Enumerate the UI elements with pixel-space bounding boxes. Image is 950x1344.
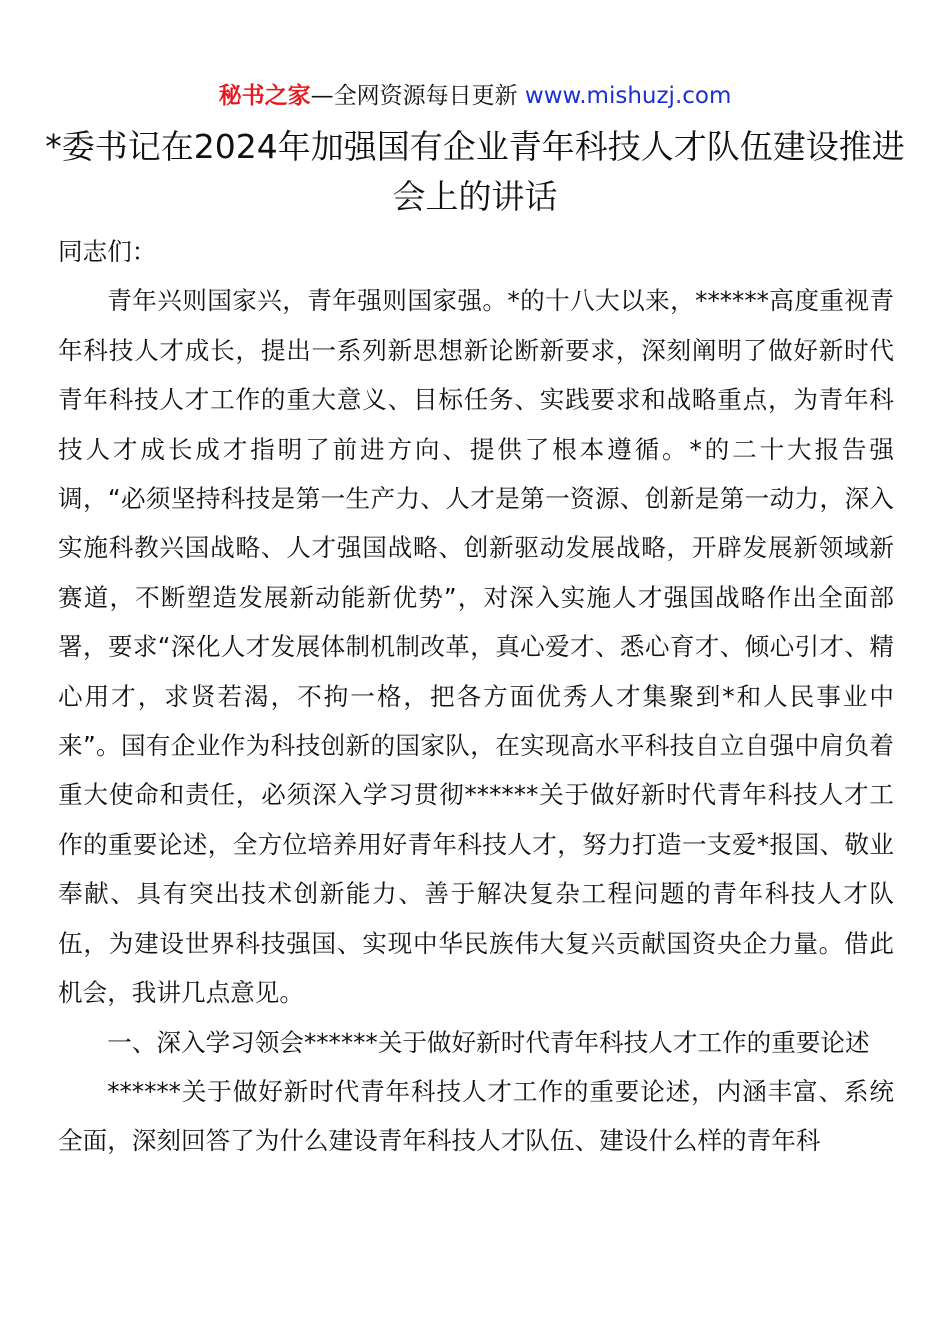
section-heading: 一、深入学习领会******关于做好新时代青年科技人才工作的重要论述 bbox=[107, 1027, 870, 1057]
document-body bbox=[58, 227, 894, 1166]
document-title: *委书记在2024年加强国有企业青年科技人才队伍建设推进会上的讲话 bbox=[45, 127, 905, 216]
paragraph-intro: 青年兴则国家兴，青年强则国家强。*的十八大以来，******高度重视青年科技人才成长，提出一系列新思想新论断新要求，深刻阐明了做好新时代青年科技人才工作的重大意义、目标任务、实践要求和战略重点，为青年科技人才成长成才指明了前进方向、提供了根本遵循。*的二十大报告强调，“必须坚持科技是第一生产力、人才是第一资源、创新是第一动力，深入实施科教兴国战略、人才强国战略、创新驱动发展战略，开辟发展新领域新赛道，不断塑造发展新动能新优势”，对深入实施人才强国战略作出全面部署，要求“深化人才发展体制机制改革，真心爱才、悉心育才、倾心引才、精心用才，求贤若渴，不拘一格，把各方面优秀人才集聚到*和人民事业中来”。国有企业作为科技创新的国家队，在实现高水平科技自立自强中肩负着重大使命和责任，必须深入学习贯彻******关于做好新时代青年科技人才工作的重要论述，全方位培养用好青年科技人才，努力打造一支爱*报国、敬业奉献、具有突出技术创新能力、善于解决复杂工程问题的青年科技人才队伍，为建设世界科技强国、实现中华民族伟大复兴贡献国资央企力量。借此机会，我讲几点意见。 bbox=[58, 286, 894, 1008]
site-brand: 秘书之家 bbox=[218, 83, 311, 109]
site-url-link[interactable]: www.mishuzj.com bbox=[524, 83, 732, 109]
site-tagline: —全网资源每日更新 bbox=[310, 83, 525, 109]
paragraph-section-1: ******关于做好新时代青年科技人才工作的重要论述，内涵丰富、系统全面，深刻回答了为什么建设青年科技人才队伍、建设什么样的青年科 bbox=[58, 1076, 894, 1156]
salutation: 同志们： bbox=[58, 237, 157, 266]
site-header bbox=[0, 80, 950, 112]
